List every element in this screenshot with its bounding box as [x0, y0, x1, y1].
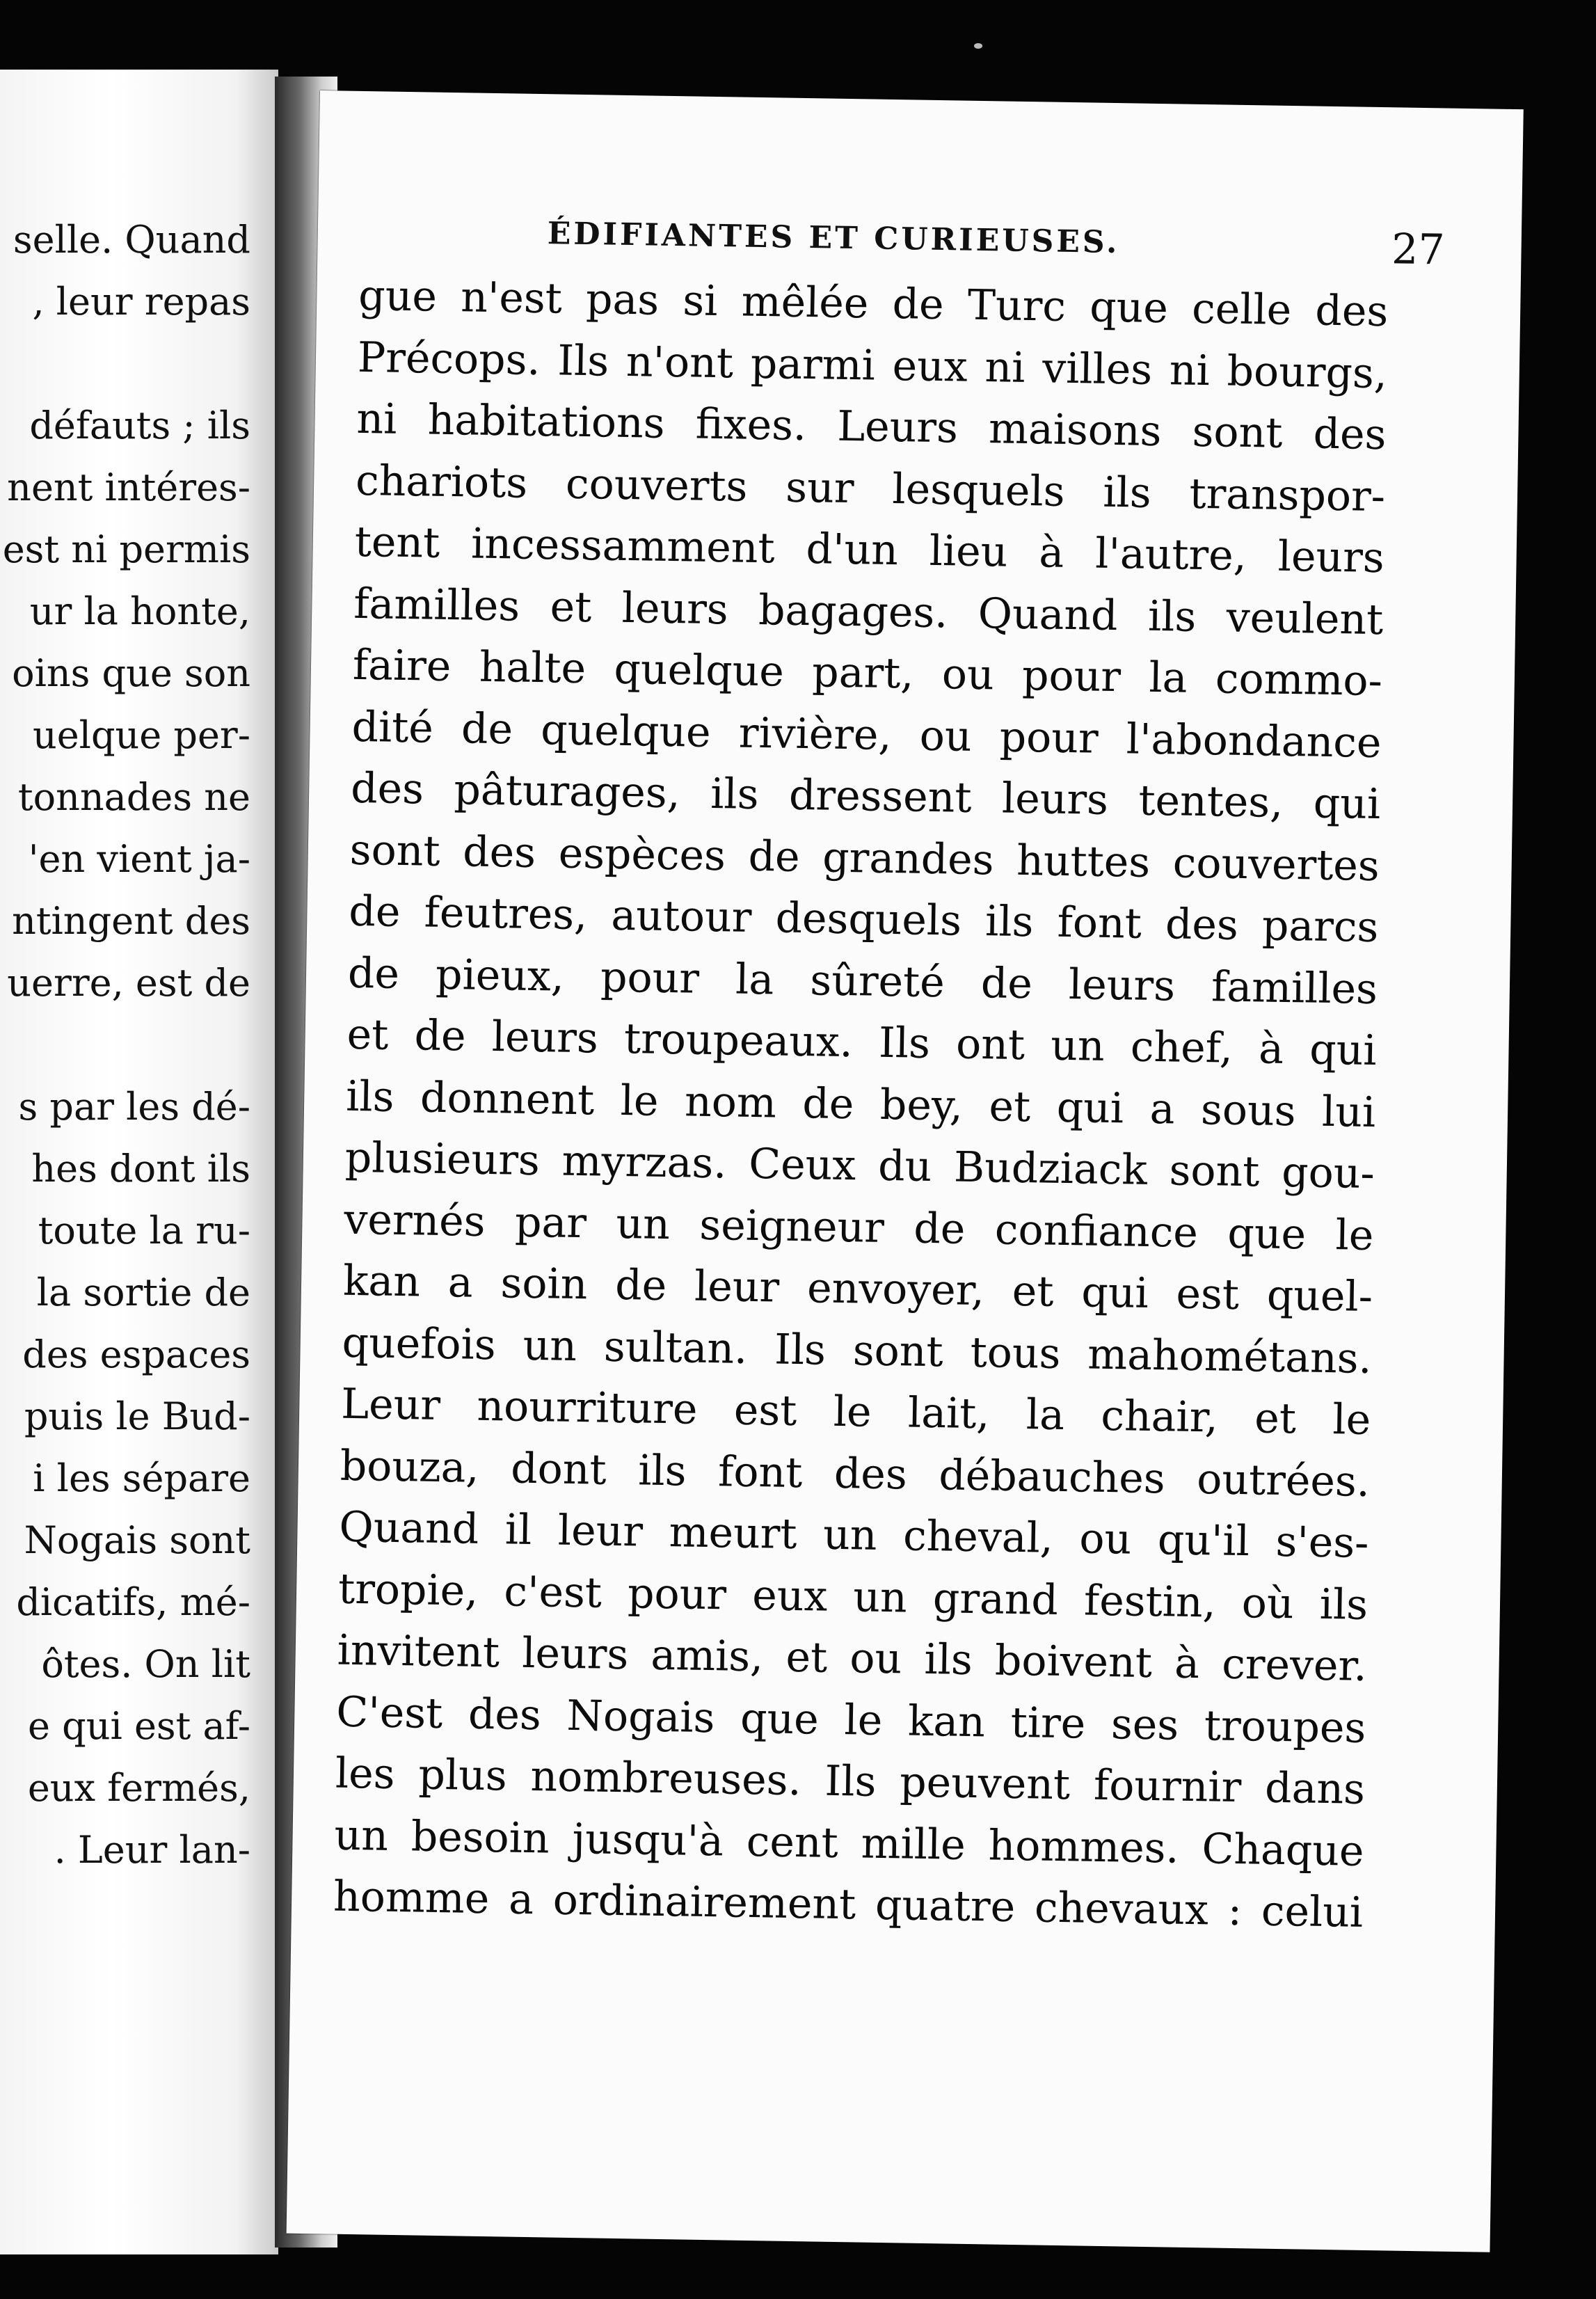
left-page-line: oins que son [12, 651, 250, 695]
left-page-line: 'en vient ja- [28, 837, 250, 881]
text-line: de feutres, autour desquels ils font des parcs [348, 886, 1379, 953]
left-page-line: hes dont ils [31, 1147, 250, 1191]
text-line: quefois un sultan. Ils sont tous mahométans. [342, 1318, 1373, 1383]
text-line: les plus nombreuses. Ils peuvent fournir dans [335, 1749, 1366, 1814]
left-page-line: uerre, est de [7, 961, 250, 1005]
text-line: kan a soin de leur envoyer, et qui est quel- [342, 1256, 1373, 1321]
left-page-line: e qui est af- [28, 1704, 250, 1748]
text-line: Quand il leur meurt un cheval, ou qu'il s'es- [339, 1502, 1369, 1568]
text-line: Précops. Ils n'ont parmi eux ni villes ni bourgs, [357, 333, 1388, 398]
left-page-line: défauts ; ils [29, 404, 250, 447]
right-page [287, 90, 1524, 2252]
left-page-line: s par les dé- [18, 1085, 250, 1129]
text-line: des pâturages, ils dressent leurs tentes, qui [350, 763, 1381, 829]
text-line: un besoin jusqu'à cent mille hommes. Chaque [334, 1811, 1364, 1876]
left-page [0, 70, 278, 2254]
text-line: gue n'est pas si mêlée de Turc que celle des [358, 271, 1389, 337]
text-line: familles et leurs bagages. Quand ils veulent [353, 579, 1384, 644]
text-line: faire halte quelque part, ou pour la commo- [352, 640, 1383, 706]
left-page-line: est ni permis [2, 527, 250, 571]
left-page-line: toute la ru- [38, 1209, 250, 1252]
text-line: dité de quelque rivière, ou pour l'abondance [351, 702, 1382, 767]
running-title: ÉDIFIANTES ET CURIEUSES. [547, 216, 1120, 261]
left-page-line: des espaces [22, 1333, 250, 1376]
text-line: vernés par un seigneur de confiance que le [343, 1195, 1374, 1260]
left-page-line: tonnades ne [17, 775, 250, 819]
body-text [333, 265, 1389, 1943]
text-line: invitent leurs amis, et ou ils boivent à crever. [337, 1625, 1368, 1691]
left-page-line: ôtes. On lit [41, 1642, 250, 1686]
left-page-line: la sortie de [36, 1271, 250, 1314]
text-line: chariots couverts sur lesquels ils transpor- [355, 456, 1386, 521]
text-line: de pieux, pour la sûreté de leurs familles [347, 948, 1378, 1014]
left-page-line: uelque per- [32, 713, 250, 757]
text-line: Leur nourriture est le lait, la chair, et le [340, 1379, 1371, 1445]
page-number: 27 [1391, 225, 1446, 275]
text-line: plusieurs myrzas. Ceux du Budziack sont gou- [344, 1133, 1375, 1198]
left-page-line: , leur repas [32, 280, 250, 324]
left-page-line: puis le Bud- [24, 1394, 250, 1438]
left-page-text [0, 209, 250, 1881]
text-line: sont des espèces de grandes huttes couvertes [349, 825, 1380, 891]
left-page-line: nent intéres- [7, 466, 250, 509]
text-line: bouza, dont ils font des débauches outrées. [340, 1441, 1371, 1506]
left-page-line: eux fermés, [27, 1766, 250, 1810]
left-page-line: ur la honte, [29, 589, 250, 633]
left-page-gap [0, 333, 250, 395]
left-page-line: i les sépare [33, 1456, 250, 1500]
left-page-line: . Leur lan- [54, 1828, 250, 1872]
left-page-gap [0, 1014, 250, 1076]
left-page-line: selle. Quand [13, 218, 250, 262]
left-page-line: Nogais sont [24, 1518, 250, 1562]
text-line: homme a ordinairement quatre chevaux : celui [333, 1872, 1364, 1937]
text-line: tropie, c'est pour eux un grand festin, où ils [337, 1564, 1368, 1630]
text-line: tent incessamment d'un lieu à l'autre, leurs [354, 517, 1385, 583]
text-line: C'est des Nogais que le kan tire ses troupes [335, 1687, 1366, 1753]
left-page-line: ntingent des [12, 899, 250, 943]
text-line: ils donnent le nom de bey, et qui a sous lui [345, 1072, 1376, 1137]
left-page-line: dicatifs, mé- [16, 1580, 250, 1624]
text-line: et de leurs troupeaux. Ils ont un chef, à qui [346, 1010, 1378, 1076]
text-line: ni habitations fixes. Leurs maisons sont des [356, 394, 1387, 460]
dust-speck [974, 43, 982, 49]
